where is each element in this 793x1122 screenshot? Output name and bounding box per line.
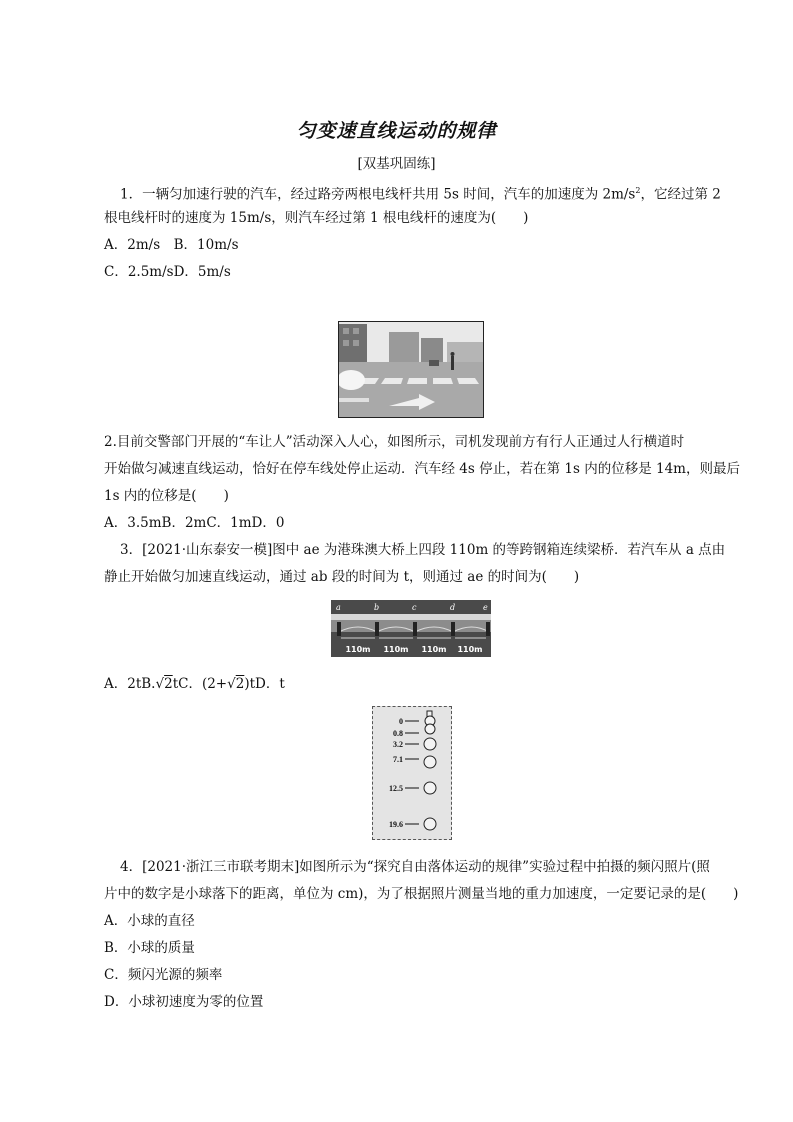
q3-line-2: 静止开始做匀加速直线运动，通过 ab 段的时间为 t，则通过 ae 的时间为( ) [104, 569, 580, 585]
distance-label: 7.1 [393, 755, 403, 764]
segment-label: 110m [421, 645, 447, 654]
segment-label: 110m [457, 645, 483, 654]
q1-options-cd: C．2.5m/sD．5m/s [104, 264, 231, 280]
segment-label: 110m [345, 645, 371, 654]
q3-options: A．2tB.√2tC．(2+√2)tD．t [104, 676, 285, 692]
distance-label: 0 [399, 717, 403, 726]
point-label-a: a [336, 603, 341, 612]
section-subtitle: [双基巩固练] [357, 156, 436, 172]
q4-option-b: B．小球的质量 [104, 940, 195, 956]
distance-label: 19.6 [389, 820, 403, 829]
q4-option-a: A．小球的直径 [104, 913, 195, 929]
strobe-photo-figure [372, 706, 452, 840]
crosswalk-photo [338, 321, 484, 418]
q2-options: A．3.5mB．2mC．1mD．0 [104, 515, 285, 531]
q4-option-c: C．频闪光源的频率 [104, 967, 223, 983]
q3-line-1: 3．[2021·山东泰安一模]图中 ae 为港珠澳大桥上四段 110m 的等跨钢箱连续梁桥．若汽车从 a 点由 [120, 542, 726, 558]
point-label-d: d [450, 603, 456, 612]
q2-line-2: 开始做匀减速直线运动，恰好在停车线处停止运动．汽车经 4s 停止，若在第 1s 内的位移是 14m，则最后 [104, 461, 740, 477]
q1-options-ab: A．2m/s B．10m/s [104, 237, 239, 253]
q1-line-1: 1．一辆匀加速行驶的汽车，经过路旁两根电线杆共用 5s 时间，汽车的加速度为 $2m/s^2$，它经过第 2 [120, 186, 721, 203]
q1-line-2: 根电线杆时的速度为 15m/s，则汽车经过第 1 根电线杆的速度为( ) [104, 210, 529, 226]
point-label-c: c [412, 603, 417, 612]
segment-label: 110m [383, 645, 409, 654]
distance-label: 3.2 [393, 740, 403, 749]
point-label-b: b [374, 603, 380, 612]
bridge-figure [331, 600, 491, 657]
q2-line-1: 2.目前交警部门开展的“车让人”活动深入人心，如图所示，司机发现前方有行人正通过人行横道时 [104, 434, 685, 450]
point-label-e: e [483, 603, 488, 612]
distance-label: 0.8 [393, 729, 403, 738]
page-title: 匀变速直线运动的规律 [296, 120, 497, 142]
q4-line-2: 片中的数字是小球落下的距离，单位为 cm)，为了根据照片测量当地的重力加速度，一定要记录的是( ) [104, 886, 739, 902]
q2-line-3: 1s 内的位移是( ) [104, 488, 229, 504]
crosswalk-illustration [339, 322, 483, 417]
distance-label: 12.5 [389, 784, 403, 793]
q4-line-1: 4．[2021·浙江三市联考期末]如图所示为“探究自由落体运动的规律”实验过程中拍摄的频闪照片(照 [120, 859, 710, 875]
q4-option-d: D．小球初速度为零的位置 [104, 994, 264, 1010]
